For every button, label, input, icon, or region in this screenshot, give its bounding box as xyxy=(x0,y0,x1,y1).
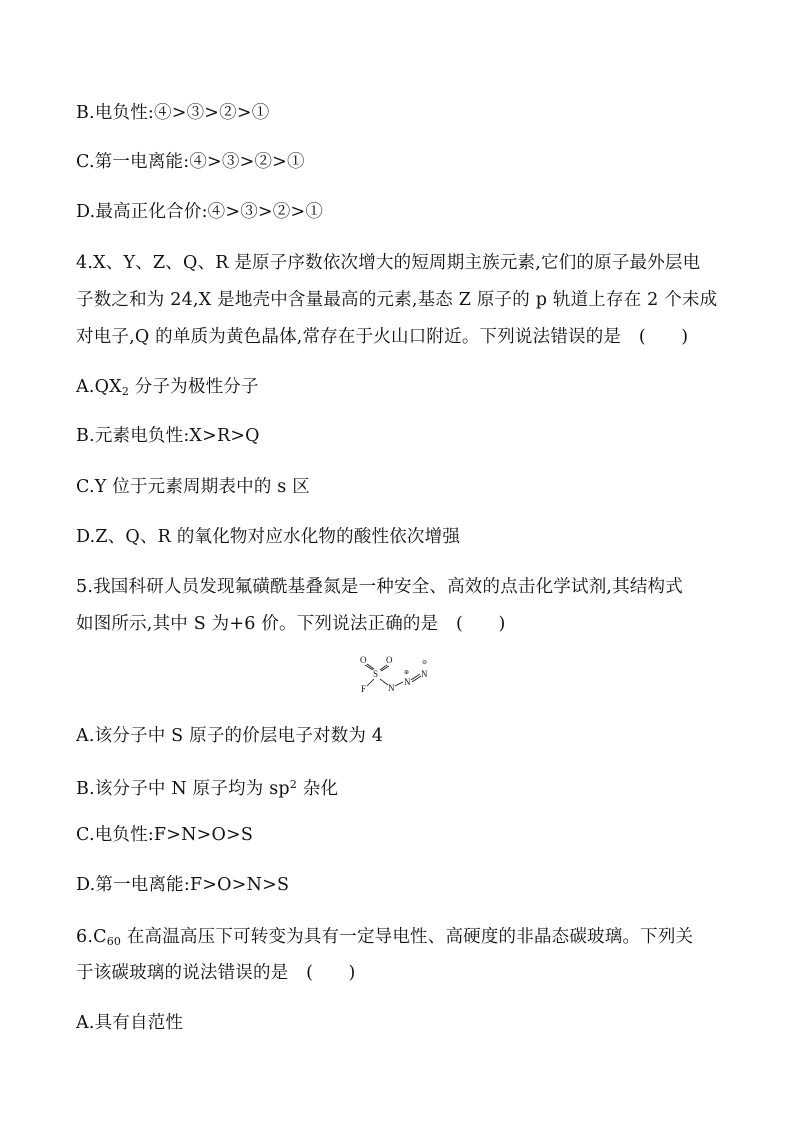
q4-stem-line-1: 4.X、Y、Z、Q、R 是原子序数依次增大的短周期主族元素,它们的原子最外层电 xyxy=(76,253,701,273)
structure-atom-s: S xyxy=(373,669,379,679)
q4-option-a xyxy=(76,376,259,403)
q4-option-d: D.Z、Q、R 的氧化物对应水化物的酸性依次增强 xyxy=(76,527,461,547)
q4-option-a-suffix: 分子为极性分子 xyxy=(129,377,259,397)
q5-stem-line-2: 如图所示,其中 S 为+6 价。下列说法正确的是 ( ) xyxy=(76,614,506,634)
q3-option-d: D.最高正化合价:④>③>②>① xyxy=(76,202,324,222)
structure-atom-o-right: O xyxy=(386,655,393,665)
q6-stem-line-1 xyxy=(76,926,693,953)
q5-option-b-prefix: B.该分子中 N 原子均为 sp xyxy=(76,779,290,799)
structure-charge-plus: ⊕ xyxy=(404,670,410,676)
q6-stem-prefix: 6.C xyxy=(76,927,107,947)
structure-atom-o-left: O xyxy=(360,655,367,665)
q6-stem-rest: 在高温高压下可转变为具有一定导电性、高硬度的非晶态碳玻璃。下列关 xyxy=(121,927,694,947)
q4-option-a-prefix: A.QX xyxy=(76,377,122,397)
structure-atom-n2: N xyxy=(404,677,411,687)
q5-stem-line-1: 5.我国科研人员发现氟磺酰基叠氮是一种安全、高效的点击化学试剂,其结构式 xyxy=(76,577,683,597)
q3-option-b: B.电负性:④>③>②>① xyxy=(76,103,270,123)
q6-stem-line-2: 于该碳玻璃的说法错误的是 ( ) xyxy=(76,963,356,983)
q4-option-a-subscript: 2 xyxy=(121,385,130,398)
q5-option-b xyxy=(76,774,338,800)
q4-stem-line-3: 对电子,Q 的单质为黄色晶体,常存在于火山口附近。下列说法错误的是 ( ) xyxy=(76,327,689,347)
q6-stem-subscript: 60 xyxy=(106,935,122,948)
q4-option-b: B.元素电负性:X>R>Q xyxy=(76,426,260,446)
structure-atom-n3: N xyxy=(421,669,428,679)
q3-option-c: C.第一电离能:④>③>②>① xyxy=(76,152,305,172)
q4-stem-line-2: 子数之和为 24,X 是地壳中含量最高的元素,基态 Z 原子的 p 轨道上存在 2 个未成 xyxy=(76,290,718,310)
q5-option-b-superscript: 2 xyxy=(289,778,298,791)
fluorosulfonyl-azide-structure xyxy=(358,654,436,700)
q5-option-a: A.该分子中 S 原子的价层电子对数为 4 xyxy=(76,726,384,746)
q6-option-a: A.具有自范性 xyxy=(76,1013,184,1033)
q5-option-c: C.电负性:F>N>O>S xyxy=(76,825,254,845)
structure-atom-f: F xyxy=(361,684,367,694)
structure-atom-n1: N xyxy=(388,683,395,693)
structure-charge-minus: ⊖ xyxy=(422,660,428,666)
q5-option-d: D.第一电离能:F>O>N>S xyxy=(76,875,290,895)
q4-option-c: C.Y 位于元素周期表中的 s 区 xyxy=(76,477,310,497)
q5-option-b-suffix: 杂化 xyxy=(297,779,339,799)
